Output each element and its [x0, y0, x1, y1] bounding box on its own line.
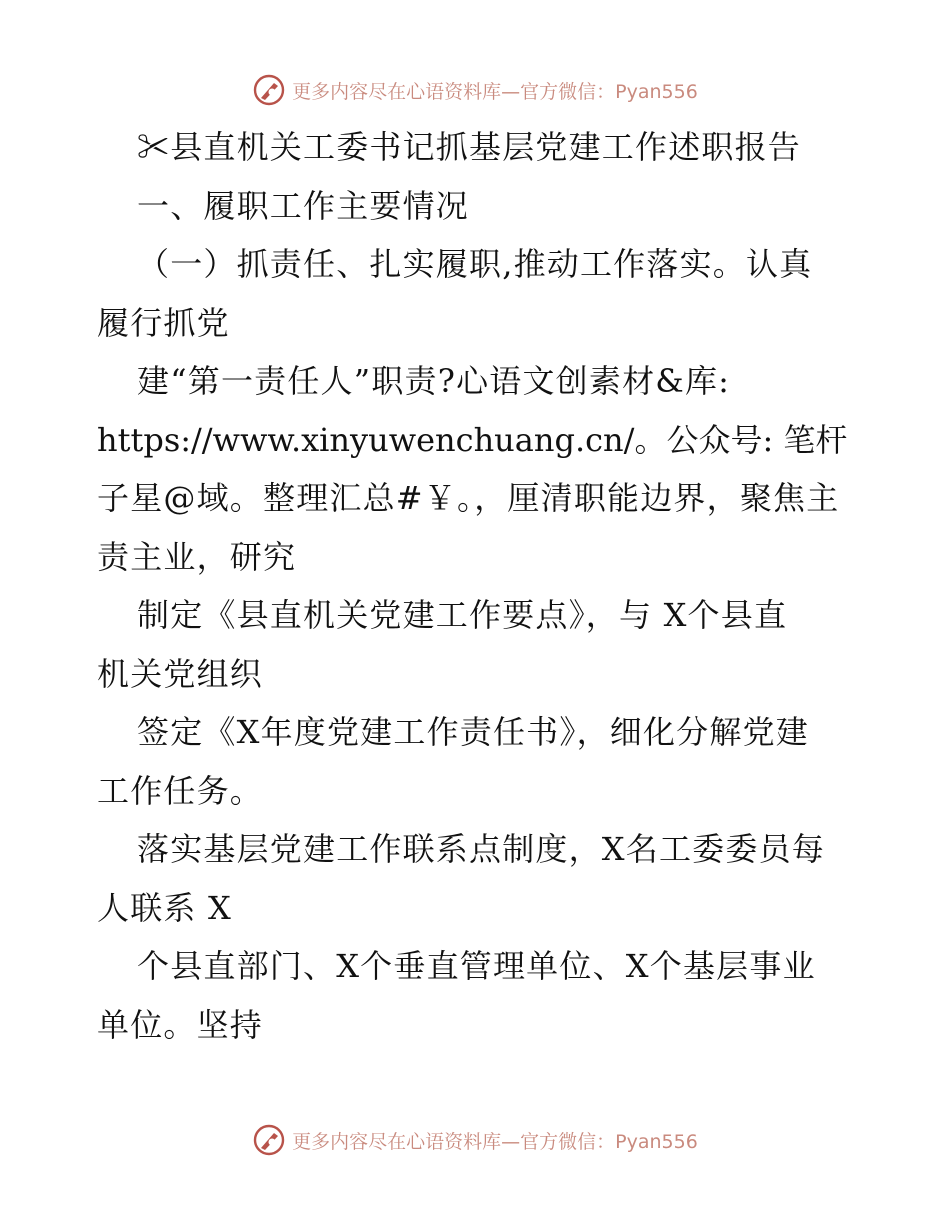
red-pen-circle-logo-icon: [252, 73, 286, 107]
paragraph-line: 签定《X年度党建工作责任书》，细化分解党建: [137, 713, 809, 751]
document-body: [97, 118, 853, 1054]
red-pen-circle-logo-icon: [252, 1123, 286, 1157]
watermark-text: 更多内容尽在心语资料库—官方微信：Pyan556: [292, 1130, 698, 1153]
paragraph-line: 落实基层党建工作联系点制度，X名工委委员每: [137, 830, 825, 868]
header-watermark-banner: [0, 70, 950, 110]
paragraph-line: 子星@域。整理汇总#￥。，厘清职能边界，聚焦主: [97, 479, 840, 517]
watermark-text: 更多内容尽在心语资料库—官方微信：Pyan556: [292, 80, 698, 103]
paragraph-line: 工作任务。: [97, 771, 264, 810]
section-heading: 一、履职工作主要情况: [137, 186, 470, 225]
paragraph-line: 个县直部门、X个垂直管理单位、X个基层事业: [137, 947, 816, 985]
paragraph-line: 机关党组织: [97, 654, 264, 693]
paragraph-line: 履行抓党: [97, 303, 230, 342]
footer-watermark-banner: [0, 1120, 950, 1160]
paragraph-line: https://www.xinyuwenchuang.cn/。公众号: 笔杆: [97, 420, 848, 459]
paragraph-line: 人联系 X: [97, 888, 232, 927]
paragraph-line: 单位。坚持: [97, 1005, 264, 1044]
paragraph-line: 建“第一责任人”职责?心语文创素材&库:: [137, 362, 731, 400]
paragraph-line: 制定《县直机关党建工作要点》，与 X个县直: [137, 596, 788, 634]
paragraph-line: （一）抓责任、扎实履职,推动工作落实。认真: [137, 245, 813, 283]
document-title: ✂县直机关工委书记抓基层党建工作述职报告: [137, 128, 802, 166]
paragraph-line: 责主业，研究: [97, 537, 297, 576]
